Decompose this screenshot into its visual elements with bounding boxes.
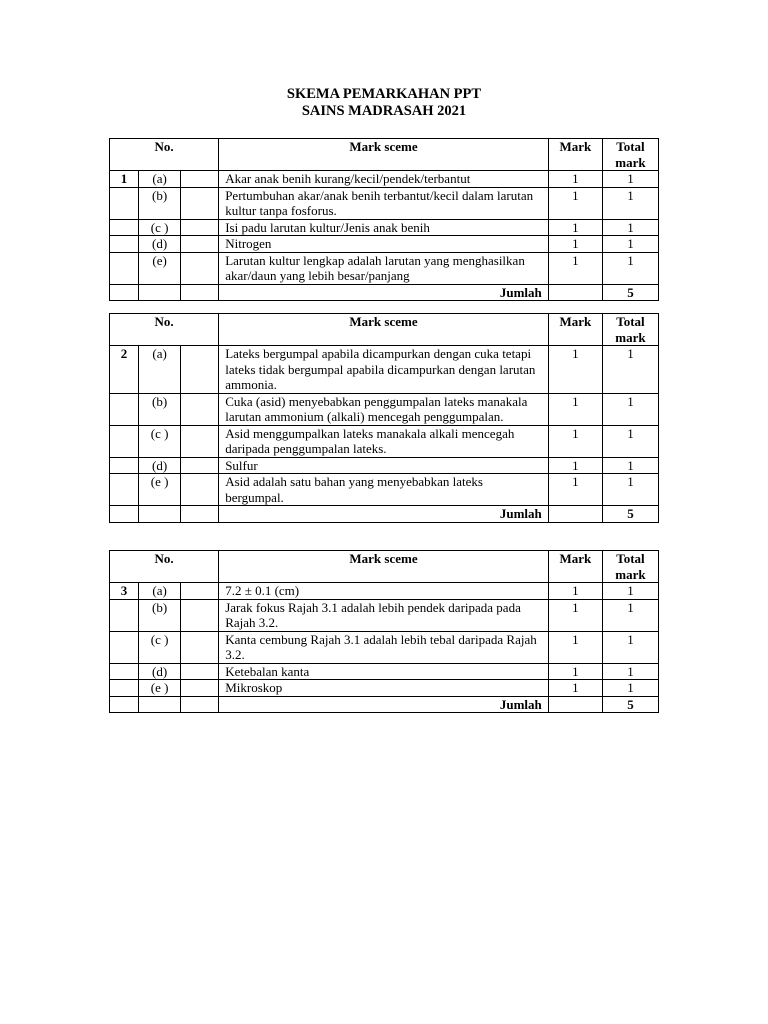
title-line-2: SAINS MADRASAH 2021 (301, 103, 467, 119)
table-row (110, 457, 659, 474)
blank-cell (139, 506, 181, 523)
blank-cell (181, 663, 219, 680)
total-mark-value: 1 (602, 187, 658, 219)
blank-cell (181, 696, 219, 713)
column-header-total-mark: Total mark (602, 551, 658, 583)
mark-value: 1 (548, 252, 602, 284)
sub-question-label: (b) (139, 393, 181, 425)
blank-cell (181, 171, 219, 188)
blank-cell (181, 631, 219, 663)
total-mark-value: 1 (602, 171, 658, 188)
answer-text: Cuka (asid) menyebabkan penggumpalan lateks manakala larutan ammonium (alkali) mencegah penggumpalan. (219, 393, 549, 425)
jumlah-row (110, 284, 659, 301)
sub-question-label: (b) (139, 187, 181, 219)
answer-text: Larutan kultur lengkap adalah larutan yang menghasilkan akar/daun yang lebih besar/panjang (219, 252, 549, 284)
table-row (110, 219, 659, 236)
answer-text: Kanta cembung Rajah 3.1 adalah lebih tebal daripada Rajah 3.2. (219, 631, 549, 663)
column-header-mark: Mark (548, 139, 602, 171)
table-header-row (110, 314, 659, 346)
question-number (110, 631, 139, 663)
total-mark-value: 1 (602, 663, 658, 680)
jumlah-row (110, 696, 659, 713)
mark-value: 1 (548, 474, 602, 506)
document-title (0, 86, 768, 120)
answer-text: Ketebalan kanta (219, 663, 549, 680)
answer-text: Jarak fokus Rajah 3.1 adalah lebih pendek daripada pada Rajah 3.2. (219, 599, 549, 631)
column-header-total-mark: Total mark (602, 139, 658, 171)
mark-value: 1 (548, 236, 602, 253)
question-number (110, 393, 139, 425)
total-mark-value: 1 (602, 631, 658, 663)
jumlah-total: 5 (602, 506, 658, 523)
column-header-mark-sceme: Mark sceme (219, 551, 549, 583)
mark-value: 1 (548, 187, 602, 219)
blank-cell (110, 696, 139, 713)
sub-question-label: (d) (139, 236, 181, 253)
blank-cell (181, 393, 219, 425)
mark-value: 1 (548, 346, 602, 394)
blank-cell (181, 583, 219, 600)
mark-value: 1 (548, 219, 602, 236)
total-mark-value: 1 (602, 474, 658, 506)
total-mark-value: 1 (602, 583, 658, 600)
table-row (110, 425, 659, 457)
blank-cell (181, 236, 219, 253)
question-number (110, 474, 139, 506)
blank-cell (548, 284, 602, 301)
question-number (110, 187, 139, 219)
jumlah-total: 5 (602, 284, 658, 301)
question-number (110, 236, 139, 253)
sub-question-label: (e ) (139, 474, 181, 506)
blank-cell (181, 346, 219, 394)
answer-text: Lateks bergumpal apabila dicampurkan dengan cuka tetapi lateks tidak bergumpal apabila dicampurkan dengan larutan ammonia. (219, 346, 549, 394)
table-row (110, 680, 659, 697)
total-mark-value: 1 (602, 393, 658, 425)
sub-question-label: (c ) (139, 631, 181, 663)
sub-question-label: (a) (139, 583, 181, 600)
sub-question-label: (e) (139, 252, 181, 284)
mark-value: 1 (548, 457, 602, 474)
column-header-no: No. (110, 551, 219, 583)
blank-cell (181, 680, 219, 697)
table-row (110, 631, 659, 663)
total-mark-value: 1 (602, 252, 658, 284)
mark-value: 1 (548, 631, 602, 663)
mark-value: 1 (548, 680, 602, 697)
mark-value: 1 (548, 393, 602, 425)
blank-cell (181, 252, 219, 284)
table-row (110, 187, 659, 219)
question-number (110, 457, 139, 474)
answer-text: Mikroskop (219, 680, 549, 697)
table-header-row (110, 551, 659, 583)
answer-text: Isi padu larutan kultur/Jenis anak benih (219, 219, 549, 236)
jumlah-total: 5 (602, 696, 658, 713)
question-number: 2 (110, 346, 139, 394)
answer-text: 7.2 ± 0.1 (cm) (219, 583, 549, 600)
blank-cell (139, 284, 181, 301)
blank-cell (181, 219, 219, 236)
blank-cell (139, 696, 181, 713)
blank-cell (181, 425, 219, 457)
column-header-no: No. (110, 314, 219, 346)
answer-text: Nitrogen (219, 236, 549, 253)
question-1-table (109, 138, 659, 301)
jumlah-label: Jumlah (219, 696, 549, 713)
total-mark-value: 1 (602, 425, 658, 457)
total-mark-value: 1 (602, 236, 658, 253)
total-mark-value: 1 (602, 599, 658, 631)
question-number (110, 219, 139, 236)
table-row (110, 346, 659, 394)
table-row (110, 393, 659, 425)
column-header-no: No. (110, 139, 219, 171)
question-number (110, 680, 139, 697)
blank-cell (181, 474, 219, 506)
mark-value: 1 (548, 425, 602, 457)
total-mark-value: 1 (602, 346, 658, 394)
jumlah-label: Jumlah (219, 506, 549, 523)
total-mark-value: 1 (602, 680, 658, 697)
question-number: 3 (110, 583, 139, 600)
blank-cell (181, 599, 219, 631)
mark-value: 1 (548, 599, 602, 631)
sub-question-label: (d) (139, 663, 181, 680)
table-row (110, 252, 659, 284)
blank-cell (110, 506, 139, 523)
sub-question-label: (b) (139, 599, 181, 631)
blank-cell (110, 284, 139, 301)
column-header-mark-sceme: Mark sceme (219, 139, 549, 171)
question-3-table (109, 550, 659, 713)
table-row (110, 599, 659, 631)
question-number (110, 252, 139, 284)
sub-question-label: (c ) (139, 425, 181, 457)
sub-question-label: (a) (139, 346, 181, 394)
question-number (110, 663, 139, 680)
blank-cell (181, 506, 219, 523)
mark-value: 1 (548, 583, 602, 600)
jumlah-row (110, 506, 659, 523)
table-row (110, 236, 659, 253)
blank-cell (181, 187, 219, 219)
answer-text: Akar anak benih kurang/kecil/pendek/terbantut (219, 171, 549, 188)
answer-text: Sulfur (219, 457, 549, 474)
mark-value: 1 (548, 663, 602, 680)
table-row (110, 171, 659, 188)
blank-cell (181, 457, 219, 474)
question-number (110, 599, 139, 631)
table-row (110, 583, 659, 600)
answer-text: Pertumbuhan akar/anak benih terbantut/kecil dalam larutan kultur tanpa fosforus. (219, 187, 549, 219)
sub-question-label: (c ) (139, 219, 181, 236)
column-header-mark-sceme: Mark sceme (219, 314, 549, 346)
sub-question-label: (d) (139, 457, 181, 474)
column-header-mark: Mark (548, 314, 602, 346)
sub-question-label: (e ) (139, 680, 181, 697)
table-row (110, 663, 659, 680)
table-header-row (110, 139, 659, 171)
total-mark-value: 1 (602, 457, 658, 474)
title-line-1: SKEMA PEMARKAHAN PPT (286, 86, 482, 102)
question-2-table (109, 313, 659, 523)
blank-cell (548, 696, 602, 713)
answer-text: Asid adalah satu bahan yang menyebabkan lateks bergumpal. (219, 474, 549, 506)
sub-question-label: (a) (139, 171, 181, 188)
blank-cell (181, 284, 219, 301)
table-row (110, 474, 659, 506)
column-header-total-mark: Total mark (602, 314, 658, 346)
question-number: 1 (110, 171, 139, 188)
question-number (110, 425, 139, 457)
total-mark-value: 1 (602, 219, 658, 236)
blank-cell (548, 506, 602, 523)
mark-value: 1 (548, 171, 602, 188)
jumlah-label: Jumlah (219, 284, 549, 301)
answer-text: Asid menggumpalkan lateks manakala alkali mencegah daripada penggumpalan lateks. (219, 425, 549, 457)
column-header-mark: Mark (548, 551, 602, 583)
